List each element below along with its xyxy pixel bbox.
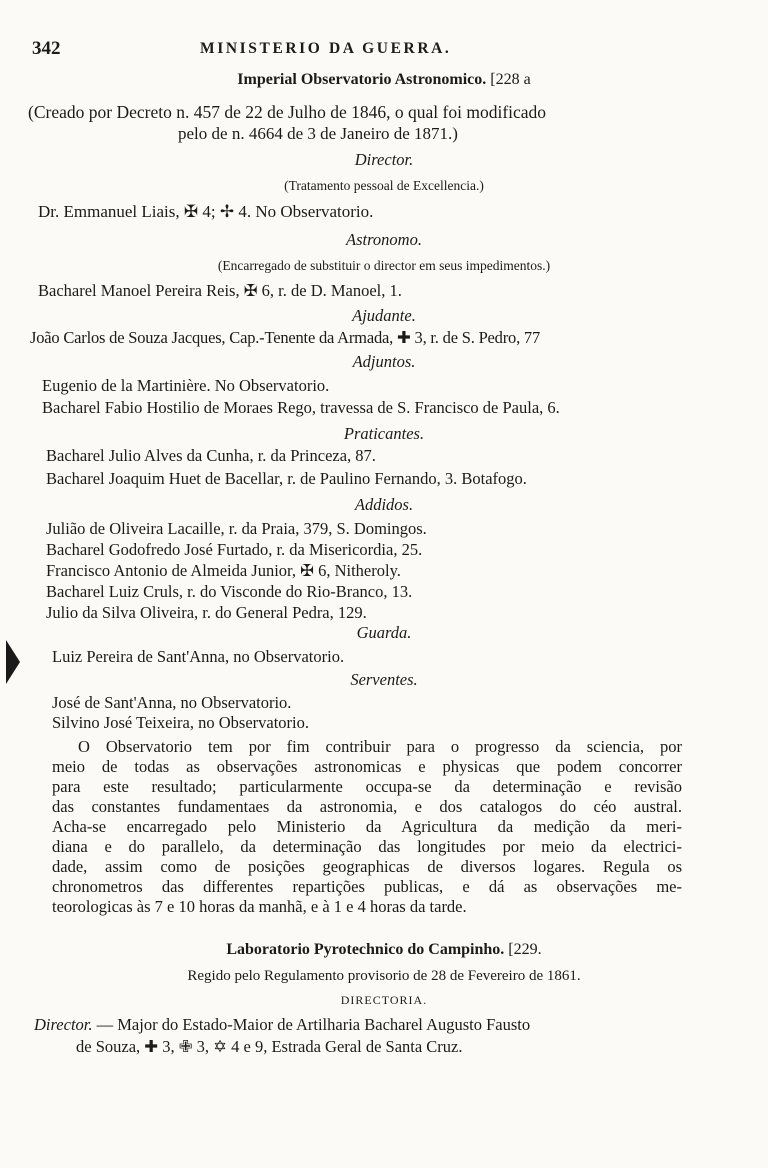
director-label: Director. bbox=[34, 1015, 93, 1034]
praticante-entry: Bacharel Julio Alves da Cunha, r. da Princeza, 87. bbox=[46, 446, 376, 465]
paragraph-line: O Observatorio tem por fim contribuir para o progresso da sciencia, por bbox=[78, 737, 682, 756]
section-title-text: Imperial Observatorio Astronomico. bbox=[237, 71, 487, 88]
heading-directoria: DIRECTORIA. bbox=[340, 993, 428, 1007]
heading-addidos: Addidos. bbox=[354, 495, 414, 514]
page-header-title: MINISTERIO DA GUERRA. bbox=[200, 40, 452, 57]
section-ref: [228 a bbox=[490, 71, 531, 88]
paragraph-line: Acha-se encarregado pelo Ministerio da Agricultura da medição da meri- bbox=[52, 817, 682, 836]
servente-entry: Silvino José Teixeira, no Observatorio. bbox=[52, 713, 309, 732]
addido-entry: Julião de Oliveira Lacaille, r. da Praia, 379, S. Domingos. bbox=[46, 519, 427, 538]
addido-entry: Bacharel Luiz Cruls, r. do Visconde do Rio-Branco, 13. bbox=[46, 582, 413, 601]
section-title-observatorio bbox=[0, 70, 768, 90]
adjunto-entry: Eugenio de la Martinière. No Observatorio. bbox=[42, 376, 330, 395]
decree-line-1: (Creado por Decreto n. 457 de 22 de Julho de 1846, o qual foi modificado bbox=[28, 102, 547, 122]
servente-entry: José de Sant'Anna, no Observatorio. bbox=[52, 693, 292, 712]
guarda-entry: Luiz Pereira de Sant'Anna, no Observatorio. bbox=[52, 647, 345, 666]
astronomo-entry: Bacharel Manoel Pereira Reis, ✠ 6, r. de D. Manoel, 1. bbox=[38, 281, 402, 300]
heading-director: Director. bbox=[354, 150, 414, 169]
heading-serventes: Serventes. bbox=[350, 670, 418, 689]
praticante-entry: Bacharel Joaquim Huet de Bacellar, r. de Paulino Fernando, 3. Botafogo. bbox=[46, 469, 527, 488]
section-title-laboratorio bbox=[0, 940, 768, 960]
addido-entry: Francisco Antonio de Almeida Junior, ✠ 6, Nitheroly. bbox=[46, 561, 401, 580]
director-note: (Tratamento pessoal de Excellencia.) bbox=[284, 178, 484, 193]
lab-director-line-2: de Souza, ✚ 3, ✙ 3, ✡ 4 e 9, Estrada Geral de Santa Cruz. bbox=[76, 1037, 463, 1056]
adjunto-entry: Bacharel Fabio Hostilio de Moraes Rego, travessa de S. Francisco de Paula, 6. bbox=[42, 398, 560, 417]
section-ref: [229. bbox=[508, 941, 542, 958]
paragraph-line: teorologicas às 7 e 10 horas da manhã, e à 1 e 4 horas da tarde. bbox=[52, 897, 467, 916]
decree-line-2: pelo de n. 4664 de 3 de Janeiro de 1871.) bbox=[178, 124, 458, 143]
page-number: 342 bbox=[32, 38, 61, 59]
paragraph-line: meio de todas as observações astronomicas e physicas que podem concorrer bbox=[52, 757, 682, 776]
director-text: — Major do Estado-Maior de Artilharia Bacharel Augusto Fausto bbox=[96, 1015, 531, 1034]
heading-praticantes: Praticantes. bbox=[343, 424, 425, 443]
addido-entry: Julio da Silva Oliveira, r. do General Pedra, 129. bbox=[46, 603, 367, 622]
astronomo-note: (Encarregado de substituir o director em seus impedimentos.) bbox=[217, 258, 551, 273]
paragraph-line: chronometros das differentes repartições publicas, e dá as observações me- bbox=[52, 877, 682, 896]
paragraph-line: para este resultado; particularmente occupa-se da determinação e revisão bbox=[52, 777, 682, 796]
heading-ajudante: Ajudante. bbox=[352, 306, 416, 325]
ajudante-entry: João Carlos de Souza Jacques, Cap.-Tenente da Armada, ✚ 3, r. de S. Pedro, 77 bbox=[30, 328, 541, 347]
paragraph-line: dade, assim como de posições geographicas de diversos logares. Regula os bbox=[52, 857, 682, 876]
paragraph-line: diana e do parallelo, da determinação das longitudes por meio da electrici- bbox=[52, 837, 682, 856]
section-title-text: Laboratorio Pyrotechnico do Campinho. bbox=[226, 941, 505, 958]
regulation-line: Regido pelo Regulamento provisorio de 28 de Fevereiro de 1861. bbox=[187, 968, 581, 984]
heading-astronomo: Astronomo. bbox=[346, 230, 422, 249]
paragraph-line: das constantes fundamentaes da astronomia, e dos catalogos do céo austral. bbox=[52, 797, 682, 816]
heading-adjuntos: Adjuntos. bbox=[352, 352, 416, 371]
director-entry: Dr. Emmanuel Liais, ✠ 4; ✢ 4. No Observatorio. bbox=[38, 202, 374, 221]
addido-entry: Bacharel Godofredo José Furtado, r. da Misericordia, 25. bbox=[46, 540, 423, 559]
lab-director-line-1 bbox=[34, 1015, 530, 1035]
heading-guarda: Guarda. bbox=[356, 623, 412, 642]
